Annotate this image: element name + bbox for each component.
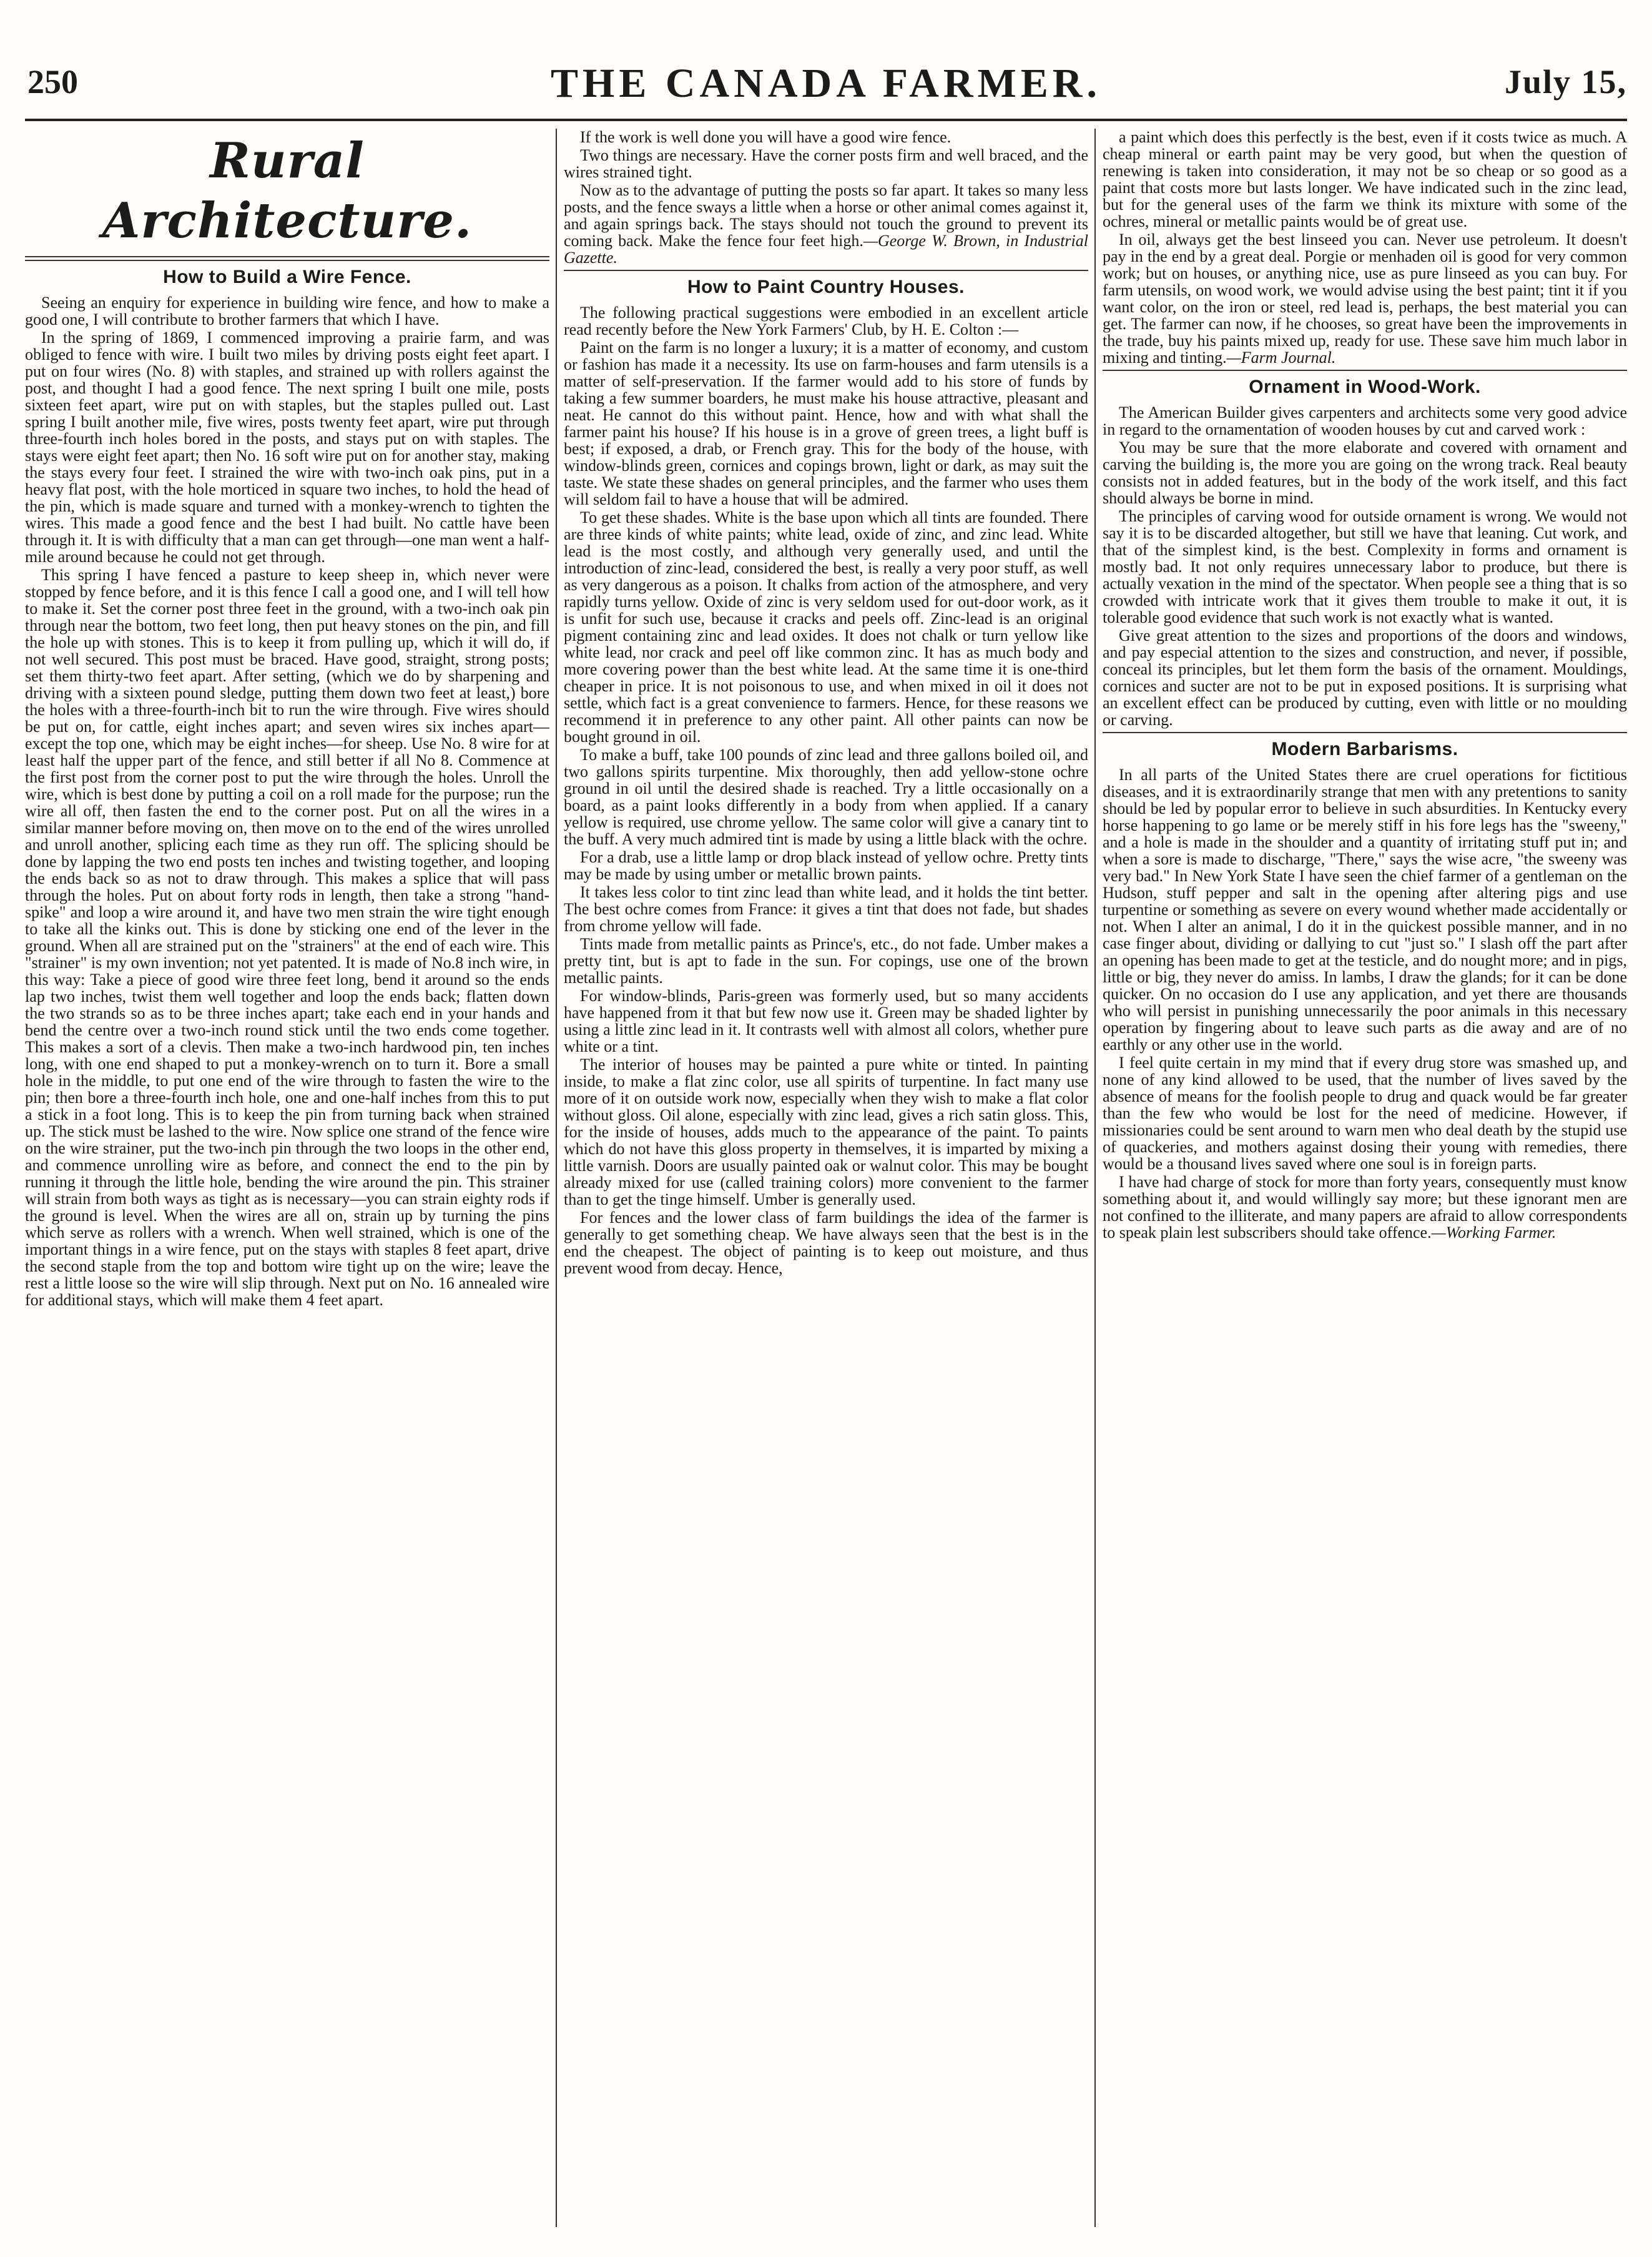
department-heading: Rural Architecture.: [102, 132, 473, 249]
article-signature: —George W. Brown, in Industrial Gazette.: [564, 232, 1088, 267]
paragraph: Paint on the farm is no longer a luxury; it is a matter of economy, and custom or fashion has made it a necessity. Its use on farm-houses and farm utensils is a matter of self-preservation. If the farmer would add to his store of funds by taking a few summer boarders, he must make his house attractive, pleasant and neat. He cannot do this without paint. Hence, how and with what shall the farmer paint his house? If his house is in a grove of green trees, a light buff is best; if exposed, a drab, or French gray. This for the body of the house, with window-blinds green, cornices and copings brown, light or dark, as may suit the taste. We state these shades on general principles, and the farmer who uses them will seldom fail to have a house that will be admired.: [564, 338, 1088, 508]
paragraph: This spring I have fenced a pasture to keep sheep in, which never were stopped by fence before, and it is this fence I call a good one, and I will tell how to make it. Set the corner post three feet in the ground, with a two-inch oak pin through near the bottom, two feet long, then put heavy stones on the pin, and fill the hole up with stones. This is to keep it from pulling up, which it will do, if not well secured. This post must be braced. Have good, straight, strong posts; set them thirty-two feet apart. After setting, (which we do by sharpening and driving with a sixteen pound sledge, putting them down two feet at least,) bore the holes with a three-fourth-inch bit to run the wire through. Five wires should be put on, for cattle, eight inches apart; and seven wires six inches apart—except the top one, which may be eight inches—for sheep. Use No. 8 wire for at least half the upper part of the fence, and still better if all No 8. Commence at the first post from the corner post to put the wire through the holes. Unroll the wire, which is best done by putting a coil on a roll made for the purpose; run the wire all off, then fasten the end to the corner post. Put on all the wires in a similar manner before moving on, then move on to the end of the wires unrolled and unroll another, splicing each time as they run off. The splicing should be done by lapping the two end posts ten inches and twisting together, and looping the ends back so as not to draw through. This makes a splice that will pass through the holes. Put on about forty rods in length, then take a strong "hand-spike" and loop a wire around it, and have two men strain the wire tight enough to take all the kinks out. This is done by sticking one end of the lever in the ground. When all are strained put on the "strainers" at the end of each wire. This "strainer" is my own invention; not yet patented. It is made of No.8 inch wire, in this way: Take a piece of good wire three feet long, bend it around so the ends lap two inches, twist them well together and loop the ends back; flatten down the two strands so as to be three inches apart; take each end in your hands and bend the centre over a two-inch round stick until the two ends come together. This makes a sort of a clevis. Then make a two-inch hardwood pin, ten inches long, with one end shaped to put a monkey-wrench on to turn it. Bore a small hole in the middle, to put one end of the wire through to fasten the wire to the pin; then bore a three-fourth inch hole, one and one-half inches from this to put a stick in a foot long. This is to keep the pin from turning back when strained up. The stick must be lashed to the wire. Now splice one strand of the fence wire on the wire strainer, put the two-inch pin through the two loops in the other end, and commence unrolling wire as before, and connect the end to the pin by running it through the little hole, bending the wire around the pin. This strainer will strain from both ways as tight as is necessary—you can strain eighty rods if the ground is level. When the wires are all on, strain up by turning the pins which serve as rollers with a wrench. When well strained, which is one of the important things in a wire fence, put on the stays with staples 8 feet apart, drive the second staple from the top and bottom wire tight up on the wire; leave the rest a little loose so the wire will slip through. Next put on No. 16 annealed wire for additional stays, which will make them 4 feet apart.: [25, 566, 549, 1309]
paragraph: The interior of houses may be painted a pure white or tinted. In painting inside, to make a flat zinc color, use all spirits of turpentine. In fact many use more of it on outside work now, especially when they wish to make a flat color without gloss. Oil alone, especially with zinc lead, gives a rich satin gloss. This, for the inside of houses, adds much to the appearance of the paint. To paints which do not have this gloss property in themselves, it is imparted by mixing a little varnish. Doors are usually painted oak or walnut color. This may be bought already mixed for use (called training colors) more convenient to the farmer than to get the tinge himself. Umber is generally used.: [564, 1055, 1088, 1208]
paragraph-text: I have had charge of stock for more than forty years, consequently must know something about it, and would willingly say more; but these ignorant men are not confined to the illiterate, and many papers are afraid to allow correspondents to speak plain lest subscribers should take offence.: [1103, 1173, 1627, 1242]
article-title: Modern Barbarisms.: [1271, 739, 1458, 759]
paragraph: [564, 182, 1088, 266]
column-3: [1103, 129, 1627, 2227]
page-number: 250: [27, 63, 78, 101]
paragraph: If the work is well done you will have a good wire fence.: [580, 129, 951, 146]
paragraph: In all parts of the United States there are cruel operations for fictitious diseases, and it is extraordinarily strange that men with any pretentions to sanity should be led by popular error to believe in such absurdities. In Kentucky every horse happening to go lame or be merely stiff in his fore legs has the "sweeny," and a hole is made in the shoulder and a quantity of irritating stuff put in; and when a sore is made to discharge, "There," says the wise acre, "the sweeny was very bad." In New York State I have seen the chief farmer of a gentleman on the Hudson, stuff pepper and salt in the opening after altering pigs and use turpentine or something as severe on every wound whether made accidentally or not. When I alter an animal, I do it in the quickest possible manner, and in no case finger about, dividing or dallying to cut "just so." I slash off the part after an opening has been made to get at the testicle, and do nought more; and in pigs, little or big, they never do amiss. In lambs, I draw the glands; for it can be done quicker. On no occasion do I use any application, and yet there are thousands who will persist in punishing unnecessarily the poor animals in this necessary operation by fingering about to leave such parts as die away and are of no earthly or any other use in the world.: [1103, 766, 1627, 1054]
article-title: Ornament in Wood-Work.: [1249, 377, 1481, 397]
column-divider: [556, 129, 557, 2227]
article-signature: —Working Farmer.: [1431, 1223, 1556, 1242]
column-1: [25, 129, 549, 2227]
paragraph: Give great attention to the sizes and proportions of the doors and windows, and pay especial attention to the sizes and construction, and never, if possible, conceal its principles, but let them form the basis of the ornament. Mouldings, cornices and sucter are not to be put in exposed positions. It is surprising what an excellent effect can be produced by cutting, even with little or no moulding or carving.: [1103, 626, 1627, 729]
article-rule: [1103, 732, 1627, 733]
paragraph: The following practical suggestions were embodied in an excellent article read recently before the New York Farmers' Club, by H. E. Colton :—: [564, 304, 1088, 338]
paragraph: [1103, 1173, 1627, 1241]
paragraph: For a drab, use a little lamp or drop black instead of yellow ochre. Pretty tints may be made by using umber or metallic brown paints.: [564, 848, 1088, 883]
section-rule: [25, 256, 549, 261]
article-rule: [564, 270, 1088, 271]
article-title: How to Build a Wire Fence.: [163, 267, 411, 287]
paragraph: a paint which does this perfectly is the best, even if it costs twice as much. A cheap mineral or earth paint may be very good, but when the question of renewing is taken into consideration, it may not be so cheap or so good as a paint that costs more but lasts longer. We have indicated such in the zinc lead, but for the general uses of the farm we think its mixture with some of the ochres, mineral or metallic paints would be of great use.: [1103, 129, 1627, 230]
article-rule: [1103, 370, 1627, 371]
paragraph: To make a buff, take 100 pounds of zinc lead and three gallons boiled oil, and two gallons spirits turpentine. Mix thoroughly, then add yellow-stone ochre ground in oil until the desired shade is reached. Try a little occasionally on a board, as a paint looks differently in a body from when applied. If a canary yellow is required, use chrome yellow. The same color will give a canary tint to the buff. A very much admired tint is made by using a little black with the ochre.: [564, 746, 1088, 848]
paragraph: I feel quite certain in my mind that if every drug store was smashed up, and none of any kind allowed to be used, that the number of lives saved by the absence of means for the foolish people to drug and quack would be far greater than the few who would be lost for the need of medicine. However, if missionaries could be sent around to warn men who deal death by the stupid use of quackeries, and mothers against dosing their young with remedies, there would be a thousand lives saved where one soul is in foreign parts.: [1103, 1054, 1627, 1173]
paragraph: For window-blinds, Paris-green was formerly used, but so many accidents have happened from it that but few now use it. Green may be shaded lighter by using a little zinc lead in it. It contrasts well with almost all colors, whether pure white or a tint.: [564, 987, 1088, 1055]
paragraph: The American Builder gives carpenters and architects some very good advice in regard to the ornamentation of wooden houses by cut and carved work :: [1103, 403, 1627, 438]
paragraph-text: Now as to the advantage of putting the posts so far apart. It takes so many less posts, and the fence sways a little when a horse or other animal comes against it, and again springs back. The stays should not touch the ground to prevent its coming back. Make the fence four feet high.: [564, 181, 1088, 250]
column-divider: [1094, 129, 1096, 2227]
paragraph: [1103, 231, 1627, 366]
paragraph: The principles of carving wood for outside ornament is wrong. We would not say it is to be discarded altogether, but still we have that leaning. Cut work, and that of the simplest kind, is the best. Complexity in forms and ornament is mostly bad. It not only requires unnecessary labor to produce, but there is actually vexation in the mind of the spectator. When people see a thing that is so crowded with intricate work that it gives them trouble to make it out, it is tolerable good evidence that such work is not exactly what is wanted.: [1103, 507, 1627, 626]
article-title: How to Paint Country Houses.: [687, 277, 965, 297]
paragraph: Seeing an enquiry for experience in building wire fence, and how to make a good one, I will contribute to brother farmers that which I have.: [25, 294, 549, 328]
paragraph: Tints made from metallic paints as Prince's, etc., do not fade. Umber makes a pretty tint, but is apt to fade in the sun. For copings, use one of the brown metallic paints.: [564, 935, 1088, 987]
page-header: [25, 60, 1627, 116]
paragraph: You may be sure that the more elaborate and covered with ornament and carving the building is, the more you are going on the wrong track. Real beauty consists not in added features, but in the body of the work itself, and this fact should always be borne in mind.: [1103, 438, 1627, 507]
header-rule: [25, 119, 1627, 121]
paragraph: In the spring of 1869, I commenced improving a prairie farm, and was obliged to fence with wire. I built two miles by driving posts eight feet apart. I put on four wires (No. 8) with staples, and strained up with rollers against the post, and thought I had a good fence. The next spring I built one mile, posts sixteen feet apart, wire put on with staples, but the staples pulled out. Last spring I built another mile, five wires, posts twenty feet apart, wire put through three-fourth inch holes bored in the posts, and stays put on with staples. The stays were eight feet apart; then No. 16 soft wire put on for another stay, making the stays every four feet. I strained the wire with two-inch oak pins, put in a heavy flat post, with the hole morticed in square two inches, to hold the head of the pin, which is made square and turned with a monkey-wrench to tighten the wires. This made a good fence and the best I had built. No cattle have been through it. It is with difficulty that a man can get through—one man went a half-mile around because he could not get through.: [25, 328, 549, 566]
paragraph: It takes less color to tint zinc lead than white lead, and it holds the tint better. The best ochre comes from France: it gives a tint that does not fade, but shades from chrome yellow will fade.: [564, 883, 1088, 935]
article-signature: —Farm Journal.: [1226, 348, 1336, 367]
paragraph: For fences and the lower class of farm buildings the idea of the farmer is generally to get something cheap. We have always seen that the best is in the end the cheapest. The object of painting is to keep out moisture, and thus prevent wood from decay. Hence,: [564, 1208, 1088, 1277]
column-2: [564, 129, 1088, 2227]
paragraph-text: In oil, always get the best linseed you can. Never use petroleum. It doesn't pay in the end by a great deal. Porgie or menhaden oil is good for very common work; but on houses, or anything nice, use as pure linseed as you can buy. For farm utensils, on wood work, we would advise using the best paint; tint it if you want color, on the iron or steel, red lead is, perhaps, the best material you can get. The farmer can now, if he chooses, so great have been the improvements in the trade, buy his paints mixed up, ready for use. These save him much labor in mixing and tinting.: [1103, 230, 1627, 367]
paragraph: Two things are necessary. Have the corner posts firm and well braced, and the wires strained tight.: [564, 146, 1088, 181]
paragraph: To get these shades. White is the base upon which all tints are founded. There are three kinds of white paints; white lead, oxide of zinc, and zinc lead. White lead is the most costly, and although very generally used, and until the introduction of zinc-lead, considered the best, is really a very poor stuff, as well as very dangerous as a poison. It chalks from action of the atmosphere, and very rapidly turns yellow. Oxide of zinc is very seldom used for out-door work, as it is unfit for such use, because it cracks and peels off. Zinc-lead is an original pigment containing zinc and lead oxides. It does not chalk or turn yellow like white lead, nor crack and peel off like common zinc. It has as much body and more covering power than the best white lead. At the same time it is one-third cheaper in price. It is not poisonous to use, and when mixed in oil it does not settle, which fact is a great convenience to farmers. Hence, for these reasons we recommend it in preference to any other paint. All other paints can now be bought ground in oil.: [564, 508, 1088, 746]
masthead-title: THE CANADA FARMER.: [551, 61, 1101, 106]
issue-date: July 15,: [1504, 63, 1627, 101]
